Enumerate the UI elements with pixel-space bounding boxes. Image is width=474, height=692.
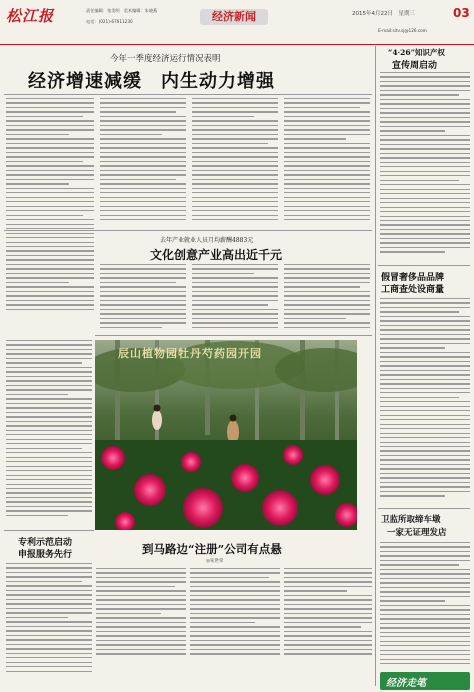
left-story-headline-line2: 申报服务先行 [18, 550, 73, 560]
right-story2-headline-line1: 假冒奢侈品品牌 [381, 273, 445, 283]
right-story1-kicker: “4·26”知识产权 [388, 48, 445, 57]
right-story2-body [380, 298, 470, 504]
newspaper-logo: 松江报 [6, 7, 55, 25]
column-divider [375, 46, 376, 686]
photo-illustration [95, 340, 357, 530]
third-story-body-col2 [190, 568, 280, 668]
photo-top-rule [95, 335, 372, 336]
right-rule-1 [378, 265, 470, 266]
section-title: 经济新闻 [200, 9, 268, 25]
main-story-kicker: 今年一季度经济运行情况表明 [110, 54, 221, 64]
editors-line: 责任编辑：张美明 美术编辑：朱晓燕 [86, 8, 158, 13]
main-story-headline: 经济增速减缓 内生动力增强 [28, 71, 275, 92]
second-story-headline: 文化创意产业高出近千元 [150, 248, 283, 262]
left-rule [4, 530, 94, 531]
second-story-body-col1 [100, 264, 186, 332]
third-story-headline: 到马路边“注册”公司有点悬 [142, 542, 282, 556]
right-story3-headline-line2: 一家无证理发店 [387, 528, 447, 538]
right-rule-2 [378, 508, 470, 509]
second-story-kicker: 去年产业就业人员月均薪酬4883元 [160, 237, 254, 244]
contact-email: E-mail:sitv.sj@126.com [378, 28, 427, 33]
main-story-body-col4 [284, 98, 370, 226]
left-story-headline-line1: 专利示范启动 [18, 538, 73, 548]
masthead [0, 0, 474, 45]
right-story2-headline-line2: 工商查处设商量 [381, 285, 445, 295]
issue-date: 2015年4月22日 星期三 [352, 11, 415, 17]
hotline: 电话：(021)-67611230 [86, 19, 133, 24]
third-story-body-col3 [284, 568, 372, 668]
peony-garden-photo [95, 340, 357, 530]
left-story-body-lower [6, 563, 92, 685]
right-story1-headline: 宣传周启动 [392, 61, 438, 71]
third-story-body-col1 [96, 568, 186, 668]
column-badge-label: 经济走笔 [386, 678, 426, 689]
right-story3-body [380, 542, 470, 668]
photo-caption: 辰山植物园牡丹芍药园开园 [118, 347, 262, 360]
right-story3-headline-line1: 卫监所取缔车墩 [381, 515, 441, 525]
main-story-body-col3 [192, 98, 278, 226]
second-story-body-col2 [192, 264, 278, 332]
main-story-body-col2 [100, 98, 186, 226]
second-story-body-col3 [284, 264, 370, 332]
main-story-body-col1 [6, 98, 94, 326]
left-story-body-upper [6, 340, 92, 526]
page-number: 03 [453, 6, 470, 20]
third-story-byline: ◎朱世荣 [206, 559, 224, 564]
right-story1-body [380, 72, 470, 262]
headline-rule [4, 94, 372, 95]
